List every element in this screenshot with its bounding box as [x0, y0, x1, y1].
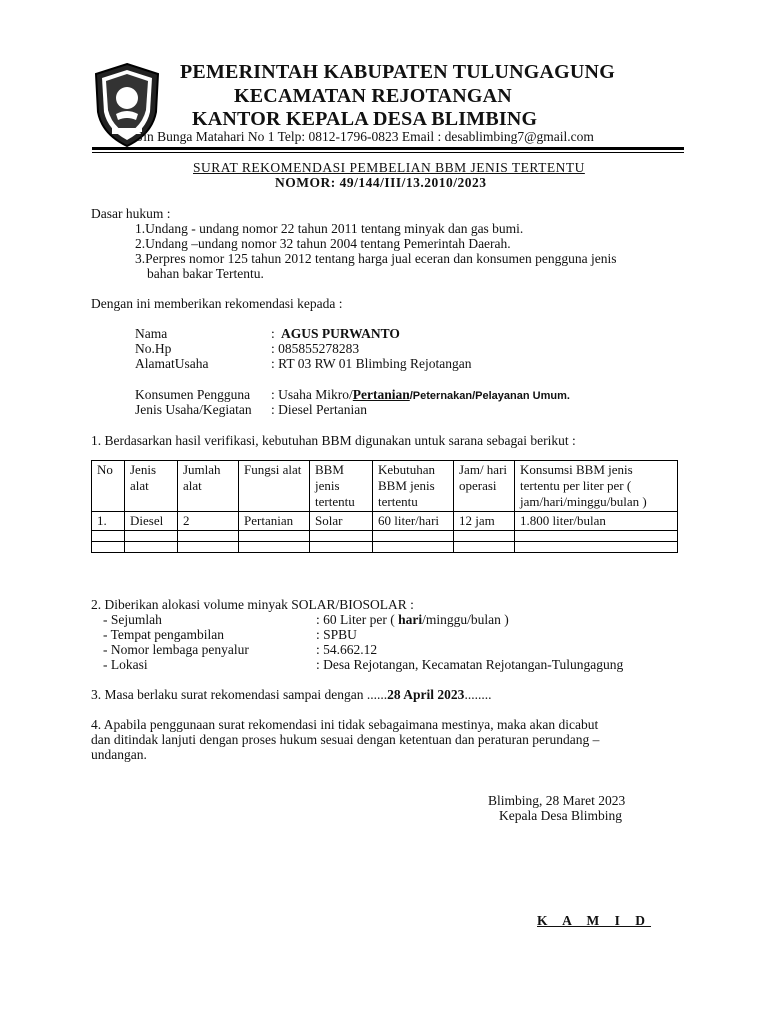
header-office-name: KANTOR KEPALA DESA BLIMBING	[192, 108, 538, 130]
table-row-empty	[92, 531, 678, 542]
recommendation-intro: Dengan ini memberikan rekomendasi kepada :	[91, 296, 343, 311]
legal-basis-item: 2.Undang –undang nomor 32 tahun 2004 tentang Pemerintah Daerah.	[135, 236, 511, 251]
legal-basis-item: 1.Undang - undang nomor 22 tahun 2011 tentang minyak dan gas bumi.	[135, 221, 524, 236]
table-header: No	[92, 461, 125, 512]
allocation-key: - Nomor lembaga penyalur	[103, 642, 249, 657]
table-cell: 1.	[92, 512, 125, 531]
point-3-suffix: ........	[464, 687, 492, 702]
table-cell: Solar	[310, 512, 373, 531]
table-cell: Pertanian	[239, 512, 310, 531]
phone-label: No.Hp	[135, 341, 172, 356]
name-colon: :	[271, 326, 275, 341]
address-label: AlamatUsaha	[135, 356, 209, 371]
allocation-value-selected: hari	[398, 612, 423, 627]
allocation-value-post: /minggu/bulan )	[422, 612, 509, 627]
header-district-name: KECAMATAN REJOTANGAN	[234, 85, 512, 107]
point-3-prefix: 3. Masa berlaku surat rekomendasi sampai dengan ......	[91, 687, 388, 702]
point-3-text	[91, 687, 491, 703]
table-header: Jumlah alat	[178, 461, 239, 512]
table-header: BBM jenis tertentu	[310, 461, 373, 512]
header-divider-thin	[92, 152, 684, 153]
allocation-key: - Lokasi	[103, 657, 148, 672]
point-2-label: 2. Diberikan alokasi volume minyak SOLAR/BIOSOLAR :	[91, 597, 414, 612]
signature-place-date: Blimbing, 28 Maret 2023	[488, 793, 626, 808]
allocation-value: : Desa Rejotangan, Kecamatan Rejotangan-Tulungagung	[316, 657, 624, 672]
header-address: Jln Bunga Matahari No 1 Telp: 0812-1796-0823 Email : desablimbing7@gmail.com	[138, 129, 594, 144]
allocation-value-pre: : 60 Liter per (	[316, 612, 399, 627]
table-row	[92, 512, 678, 531]
table-header: Jenis alat	[125, 461, 178, 512]
table-cell: 60 liter/hari	[373, 512, 454, 531]
allocation-value: : SPBU	[316, 627, 357, 642]
letter-number: NOMOR: 49/144/III/13.2010/2023	[275, 175, 487, 190]
legal-basis-item-continuation: bahan bakar Tertentu.	[147, 266, 264, 281]
table-row-empty	[92, 542, 678, 553]
business-type-label: Jenis Usaha/Kegiatan	[135, 402, 252, 417]
business-type-value: : Diesel Pertanian	[271, 402, 367, 417]
allocation-key: - Tempat pengambilan	[103, 627, 225, 642]
table-header-row	[92, 461, 678, 512]
point-4-line: undangan.	[91, 747, 147, 762]
allocation-value: : 54.662.12	[316, 642, 378, 657]
header-government-name: PEMERINTAH KABUPATEN TULUNGAGUNG	[180, 61, 615, 83]
point-4-line: dan ditindak lanjuti dengan proses hukum sesuai dengan ketentuan dan peraturan perundang –	[91, 732, 600, 747]
header-divider-thick	[92, 147, 684, 150]
table-cell: 1.800 liter/bulan	[515, 512, 678, 531]
letter-subject: SURAT REKOMENDASI PEMBELIAN BBM JENIS TERTENTU	[193, 160, 585, 175]
allocation-key: - Sejumlah	[103, 612, 162, 627]
phone-value: : 085855278283	[271, 341, 360, 356]
table-cell: Diesel	[125, 512, 178, 531]
table-cell: 12 jam	[454, 512, 515, 531]
legal-basis-label: Dasar hukum :	[91, 206, 171, 221]
validity-date: 28 April 2023	[387, 687, 465, 702]
allocation-value	[316, 612, 509, 628]
name-label: Nama	[135, 326, 168, 341]
point-4-line: 4. Apabila penggunaan surat rekomendasi ini tidak sebagaimana mestinya, maka akan dicabut	[91, 717, 599, 732]
consumer-selected: Pertanian	[352, 387, 410, 402]
legal-basis-item: 3.Perpres nomor 125 tahun 2012 tentang harga jual eceran dan konsumen pengguna jenis	[135, 251, 617, 266]
consumer-value	[271, 387, 570, 403]
signatory-name: K A M I D	[537, 913, 652, 928]
table-cell: 2	[178, 512, 239, 531]
signature-position: Kepala Desa Blimbing	[499, 808, 622, 823]
point-1-text: 1. Berdasarkan hasil verifikasi, kebutuhan BBM digunakan untuk sarana sebagai berikut :	[91, 433, 576, 448]
consumer-options: /Peternakan/Pelayanan Umum.	[409, 390, 570, 402]
table-header: Konsumsi BBM jenis tertentu per liter per ( jam/hari/minggu/bulan )	[515, 461, 678, 512]
table-header: Jam/ hari operasi	[454, 461, 515, 512]
address-value: : RT 03 RW 01 Blimbing Rejotangan	[271, 356, 472, 371]
table-header: Fungsi alat	[239, 461, 310, 512]
fuel-needs-table	[91, 460, 678, 553]
consumer-prefix: : Usaha Mikro/	[271, 387, 353, 402]
name-value: AGUS PURWANTO	[281, 326, 400, 341]
consumer-label: Konsumen Pengguna	[135, 387, 251, 402]
table-header: Kebutuhan BBM jenis tertentu	[373, 461, 454, 512]
